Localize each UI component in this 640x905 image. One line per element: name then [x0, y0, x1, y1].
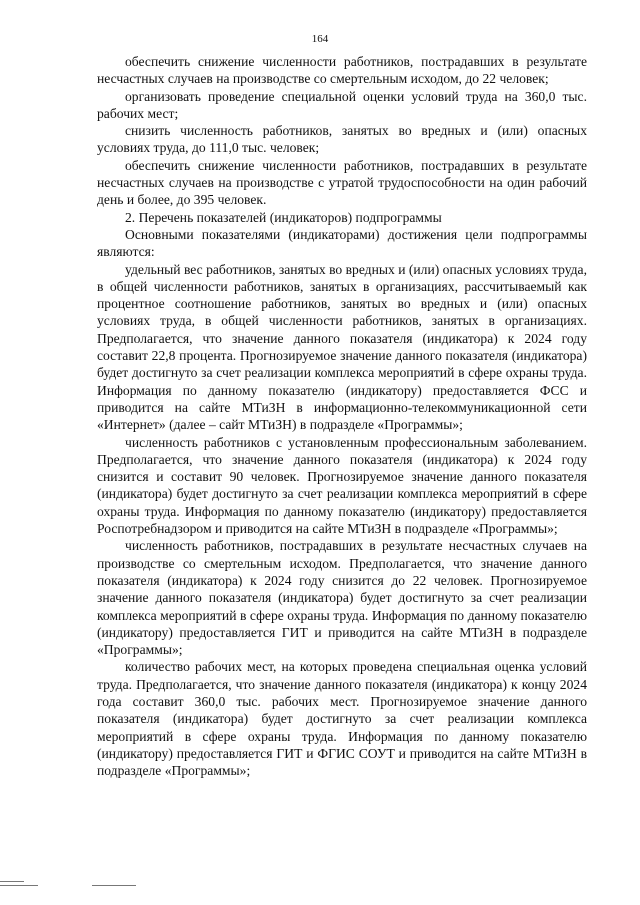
goal-paragraph: обеспечить снижение численности работников, пострадавших в результате несчастных случаев на производстве с утратой трудоспособности на один рабочий день и более, до 395 человек. — [97, 157, 587, 208]
scan-artifact-line — [0, 881, 24, 882]
goal-paragraph: снизить численность работников, занятых во вредных и (или) опасных условиях труда, до 111,0 тыс. человек; — [97, 123, 587, 156]
indicator-paragraph: удельный вес работников, занятых во вредных и (или) опасных условиях труда, в общей численности работников, занятых в организациях, рассчитываемый как процентное соотношение работников, занятых во вредных и (или) опасных условиях труда, в общей численности работников, занятых в организациях. Предполагается, что значение данного показателя (индикатора) к 2024 году составит 22,8 процента. Прогнозируемое значение данного показателя (индикатора) будет достигнуто за счет реализации комплекса мероприятий в сфере охраны труда. Информация по данному показателю (индикатору) предоставляется ФСС и приводится на сайте МТиЗН в информационно-телекоммуникационной сети «Интернет» (далее – сайт МТиЗН) в подразделе «Программы»; — [97, 261, 587, 433]
indicator-paragraph: количество рабочих мест, на которых проведена специальная оценка условий труда. Предполагается, что значение данного показателя (индикатора) к концу 2024 года составит 360,0 тыс. рабочих мест. Прогнозируемое значение данного показателя (индикатора) будет достигнуто за счет реализации комплекса мероприятий в сфере охраны труда. Информация по данному показателю (индикатору) предоставляется ГИТ и ФГИС СОУТ и приводится на сайте МТиЗН в подразделе «Программы»; — [97, 659, 587, 779]
indicator-paragraph: численность работников с установленным профессиональным заболеванием. Предполагается, что значение данного показателя (индикатора) к 2024 году снизится и составит 90 человек. Прогнозируемое значение данного показателя (индикатора) будет достигнуто за счет реализации комплекса мероприятий в сфере охраны труда. Информация по данному показателю (индикатору) предоставляется Роспотребнадзором и приводится на сайте МТиЗН в подразделе «Программы»; — [97, 434, 587, 537]
indicator-paragraph: численность работников, пострадавших в результате несчастных случаев на производстве со смертельным исходом. Предполагается, что значение данного показателя (индикатора) к 2024 году снизится до 22 человек. Прогнозируемое значение данного показателя (индикатора) будет достигнуто за счет реализации комплекса мероприятий в сфере охраны труда. Информация по данному показателю (индикатору) предоставляется ГИТ и приводится на сайте МТиЗН в подразделе «Программы»; — [97, 538, 587, 658]
scan-artifact-line — [92, 885, 136, 886]
document-body — [97, 53, 587, 779]
page-number: 164 — [311, 33, 329, 45]
goal-paragraph: организовать проведение специальной оценки условий труда на 360,0 тыс. рабочих мест; — [97, 88, 587, 121]
section-heading: 2. Перечень показателей (индикаторов) подпрограммы — [125, 209, 442, 225]
indicators-intro-paragraph: Основными показателями (индикаторами) достижения цели подпрограммы являются: — [97, 226, 587, 260]
scan-artifact-line — [0, 885, 38, 886]
goal-paragraph: обеспечить снижение численности работников, пострадавших в результате несчастных случаев на производстве со смертельным исходом, до 22 человек; — [97, 54, 587, 87]
